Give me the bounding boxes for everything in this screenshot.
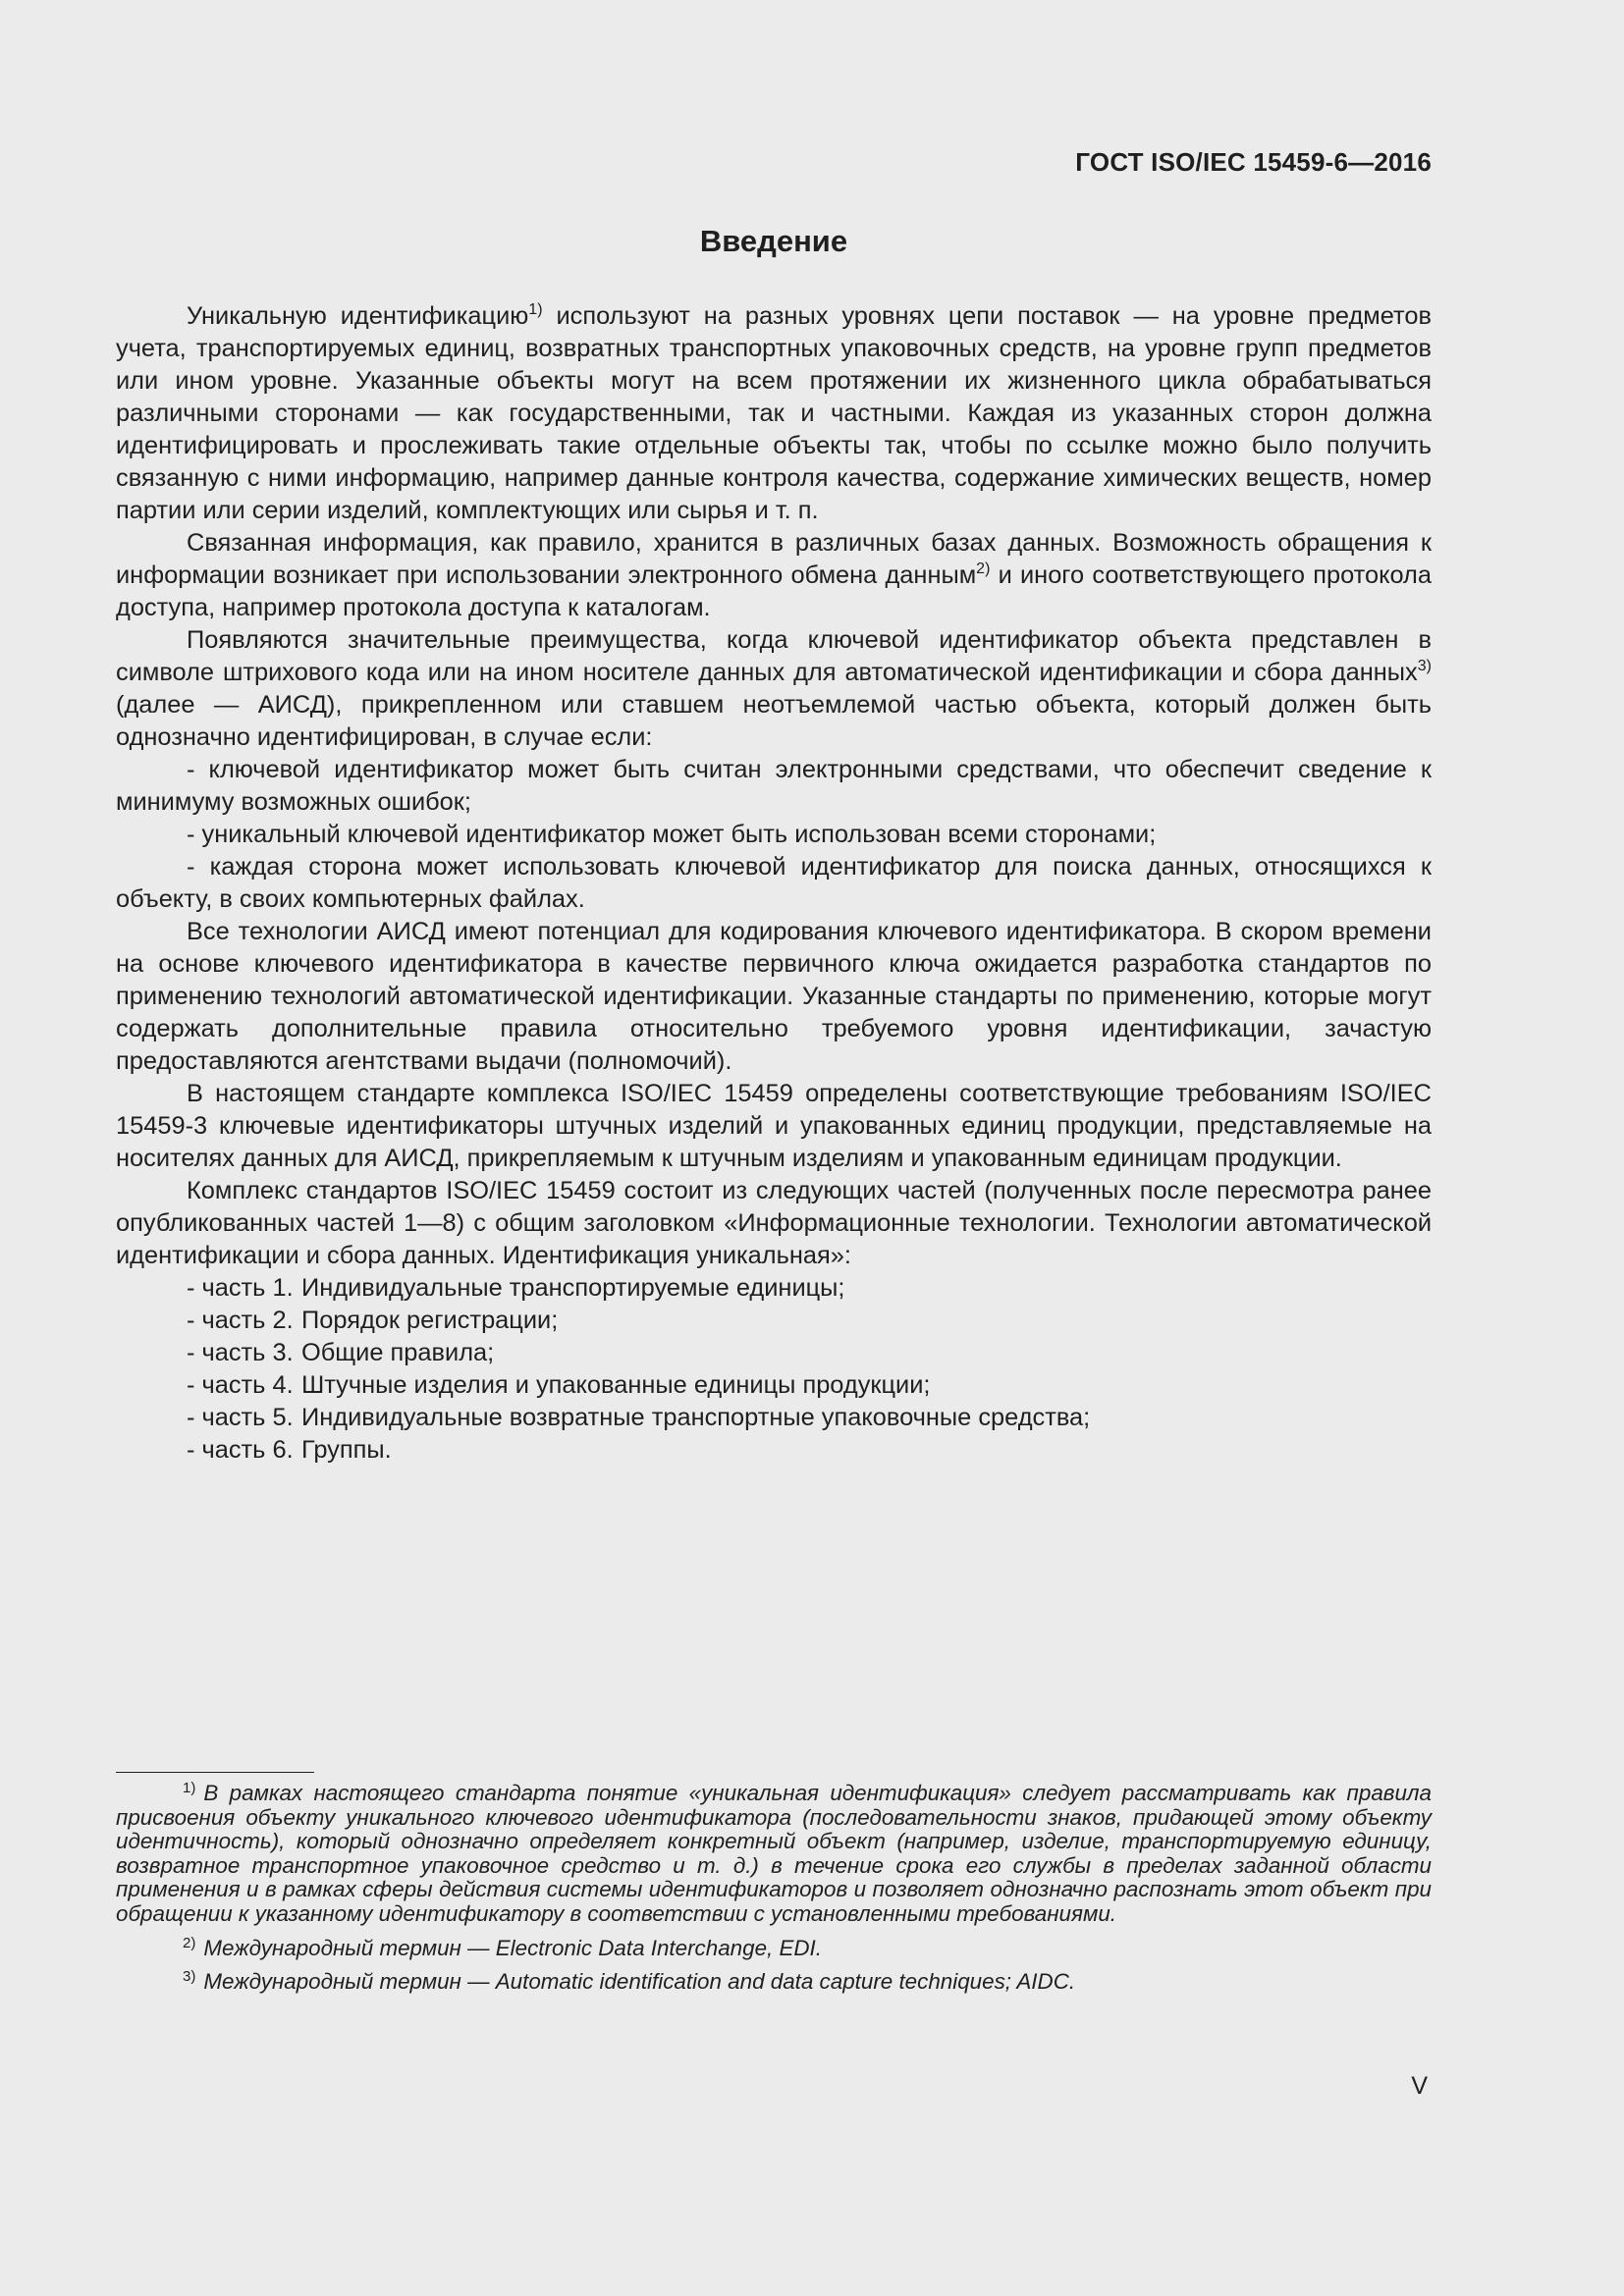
- list-item-part: - часть 5. Индивидуальные возвратные транспортные упаковочные средства;: [187, 1404, 1091, 1431]
- footnote-2: $^{2)}$ Международный термин — Electronic Data Interchange, EDI.: [183, 1934, 823, 1960]
- paragraph-6: Комплекс стандартов ISO/IEC 15459 состоит из следующих частей (полученных после пересмотра ранее опубликованных частей 1—8) с общим заголовком «Информационные технологии. Технологии автоматической идентификации и сбора данных. Идентификация уникальная»:: [116, 1177, 1432, 1269]
- document-page: [116, 0, 1432, 2296]
- list-item-condition-1: - ключевой идентификатор может быть считан электронными средствами, что обеспечит сведение к минимуму возможных ошибок;: [116, 756, 1432, 816]
- footnote-divider: [116, 1772, 314, 1773]
- list-item-condition-2: - уникальный ключевой идентификатор может быть использован всеми сторонами;: [187, 821, 1157, 848]
- page-number: V: [1411, 2072, 1428, 2100]
- section-title: Введение: [699, 224, 848, 258]
- document-code: ГОСТ ISO/IEC 15459-6—2016: [1075, 147, 1432, 177]
- footnote-ref-3[interactable]: 3): [1417, 658, 1432, 674]
- list-item-part: - часть 2. Порядок регистрации;: [187, 1307, 559, 1334]
- footnote-3: $^{3)}$ Международный термин — Automatic identification and data capture techniques; AIDC.: [183, 1968, 1076, 1995]
- list-item-part: - часть 3. Общие правила;: [187, 1339, 495, 1366]
- list-item-part: - часть 1. Индивидуальные транспортируемые единицы;: [187, 1274, 845, 1302]
- footnote-ref-2[interactable]: 2): [976, 561, 991, 577]
- body-text: [116, 300, 1432, 1467]
- list-item-part: - часть 4. Штучные изделия и упакованные единицы продукции;: [187, 1371, 931, 1399]
- footnote-ref-1[interactable]: 1): [528, 301, 543, 318]
- paragraph-3: Появляются значительные преимущества, когда ключевой идентификатор объекта представлен в символе штрихового кода или на ином носителе данных для автоматической идентификации и сбора данных$^{3)}$ (далее — АИСД), прикрепленном или ставшем неотъемлемой частью объекта, который должен быть однозначно идентифицирован, в случае если:: [116, 626, 1432, 751]
- list-item-condition-3: - каждая сторона может использовать ключевой идентификатор для поиска данных, относящихся к объекту, в своих компьютерных файлах.: [116, 853, 1432, 913]
- paragraph-1: Уникальную идентификацию$^{1)}$ используют на разных уровнях цепи поставок — на уровне предметов учета, транспортируемых единиц, возвратных транспортных упаковочных средств, на уровне групп предметов или ином уровне. Указанные объекты могут на всем протяжении их жизненного цикла обрабатываться различными сторонами — как государственными, так и частными. Каждая из указанных сторон должна идентифицировать и прослеживать такие отдельные объекты так, чтобы по ссылке можно было получить связанную с ними информацию, например данные контроля качества, содержание химических веществ, номер партии или серии изделий, комплектующих или сырья и т. п.: [116, 301, 1432, 524]
- paragraph-4: Все технологии АИСД имеют потенциал для кодирования ключевого идентификатора. В скором времени на основе ключевого идентификатора в качестве первичного ключа ожидается разработка стандартов по применению технологий автоматической идентификации. Указанные стандарты по применению, которые могут содержать дополнительные правила относительно требуемого уровня идентификации, зачастую предоставляются агентствами выдачи (полномочий).: [116, 918, 1432, 1075]
- footnotes: [116, 1782, 1432, 2004]
- list-item-part: - часть 6. Группы.: [187, 1436, 392, 1464]
- footnote-1: $^{1)}$ В рамках настоящего стандарта понятие «уникальная идентификация» следует рассматривать как правила присвоения объекту уникального ключевого идентификатора (последовательности знаков, придающей этому объекту идентичность), который однозначно определяет конкретный объект (например, изделие, транспортируемую единицу, возвратное транспортное упаковочное средство и т. д.) в течение срока его службы в пределах заданной области применения и в рамках сферы действия системы идентификаторов и позволяет однозначно распознать этот объект при обращении к указанному идентификатору в соответствии с установленными требованиями.: [116, 1780, 1432, 1926]
- paragraph-5: В настоящем стандарте комплекса ISO/IEC 15459 определены соответствующие требованиям ISO/IEC 15459-3 ключевые идентификаторы штучных изделий и упакованных единиц продукции, представляемые на носителях данных для АИСД, прикрепляемым к штучным изделиям и упакованным единицам продукции.: [116, 1080, 1432, 1172]
- paragraph-2: Связанная информация, как правило, хранится в различных базах данных. Возможность обращения к информации возникает при использовании электронного обмена данным$^{2)}$ и иного соответствующего протокола доступа, например протокола доступа к каталогам.: [116, 529, 1432, 621]
